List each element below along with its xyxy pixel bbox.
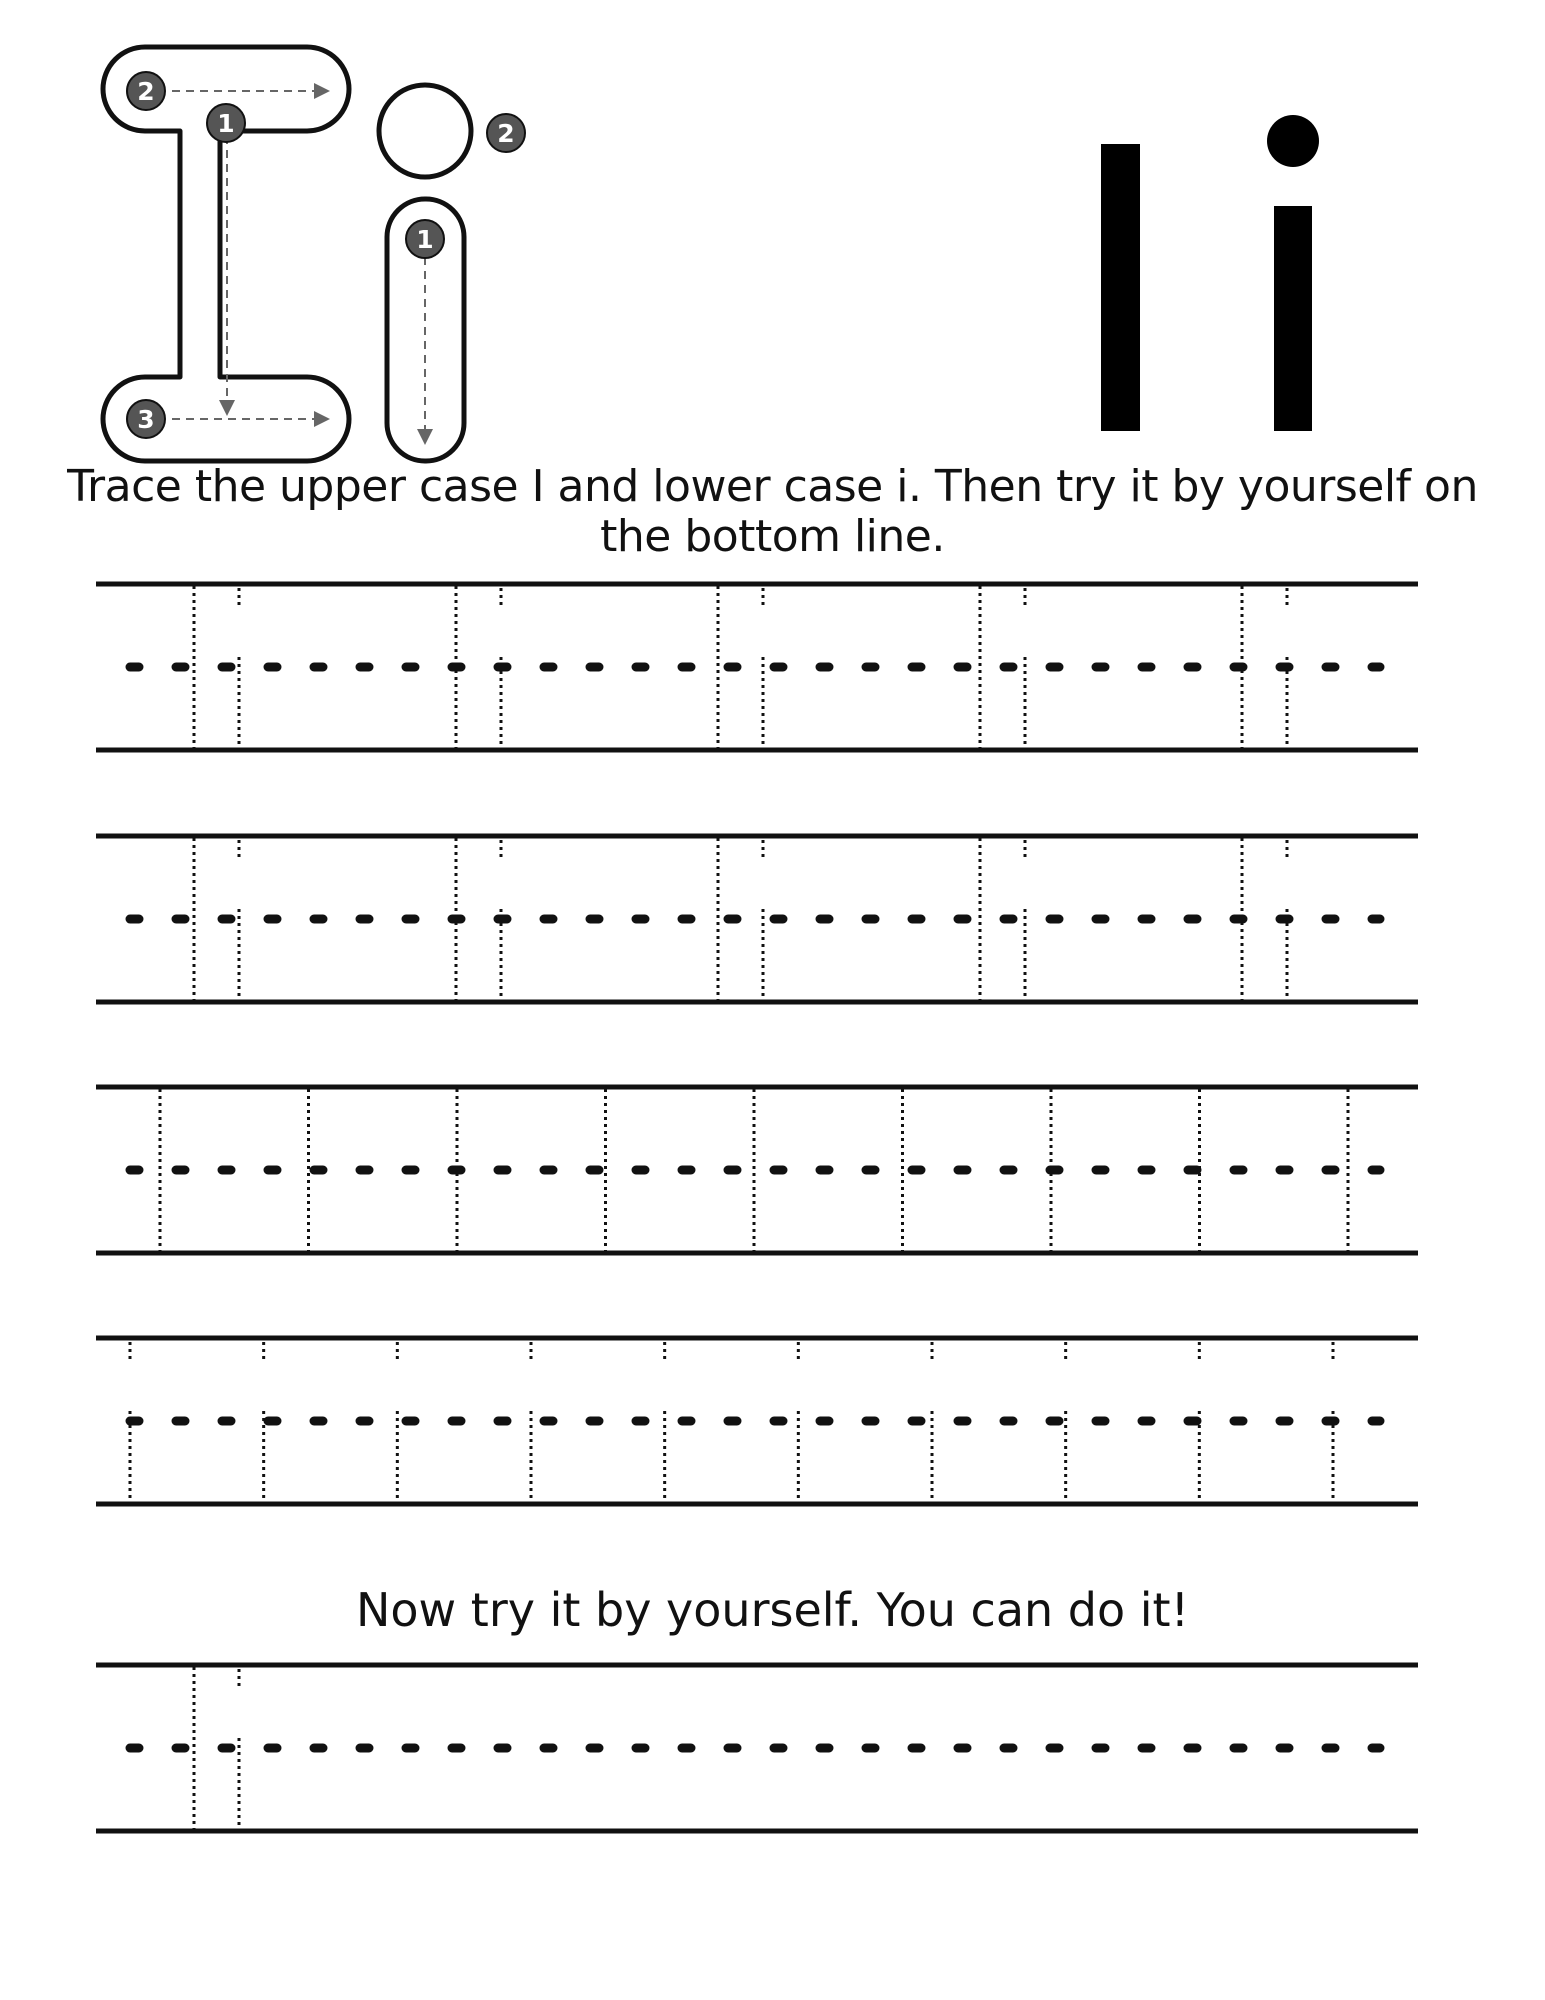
step-badge	[406, 220, 444, 258]
step-badge	[127, 400, 165, 438]
step-number: 1	[416, 225, 434, 254]
lowercase-stroke-guide	[379, 85, 525, 461]
uppercase-stroke-guide	[103, 47, 349, 461]
display-lowercase-i-stem	[1274, 206, 1312, 431]
step-badge	[207, 104, 245, 142]
instruction-text: Trace the upper case I and lower case i. Then try it by yourself on the bottom line.	[67, 461, 1478, 562]
display-lowercase-i-dot	[1267, 115, 1319, 167]
step-number: 1	[217, 109, 235, 138]
step-number: 2	[497, 119, 515, 148]
step-number: 2	[137, 77, 155, 106]
step-number: 3	[137, 405, 155, 434]
display-letters	[1101, 115, 1319, 431]
practice-rows	[96, 584, 1418, 1831]
lowercase-i-dot-outline	[379, 85, 471, 177]
step-badge	[127, 72, 165, 110]
encouragement-text: Now try it by yourself. You can do it!	[355, 1583, 1190, 1637]
step-badge	[487, 114, 525, 152]
display-uppercase-i	[1101, 144, 1140, 431]
